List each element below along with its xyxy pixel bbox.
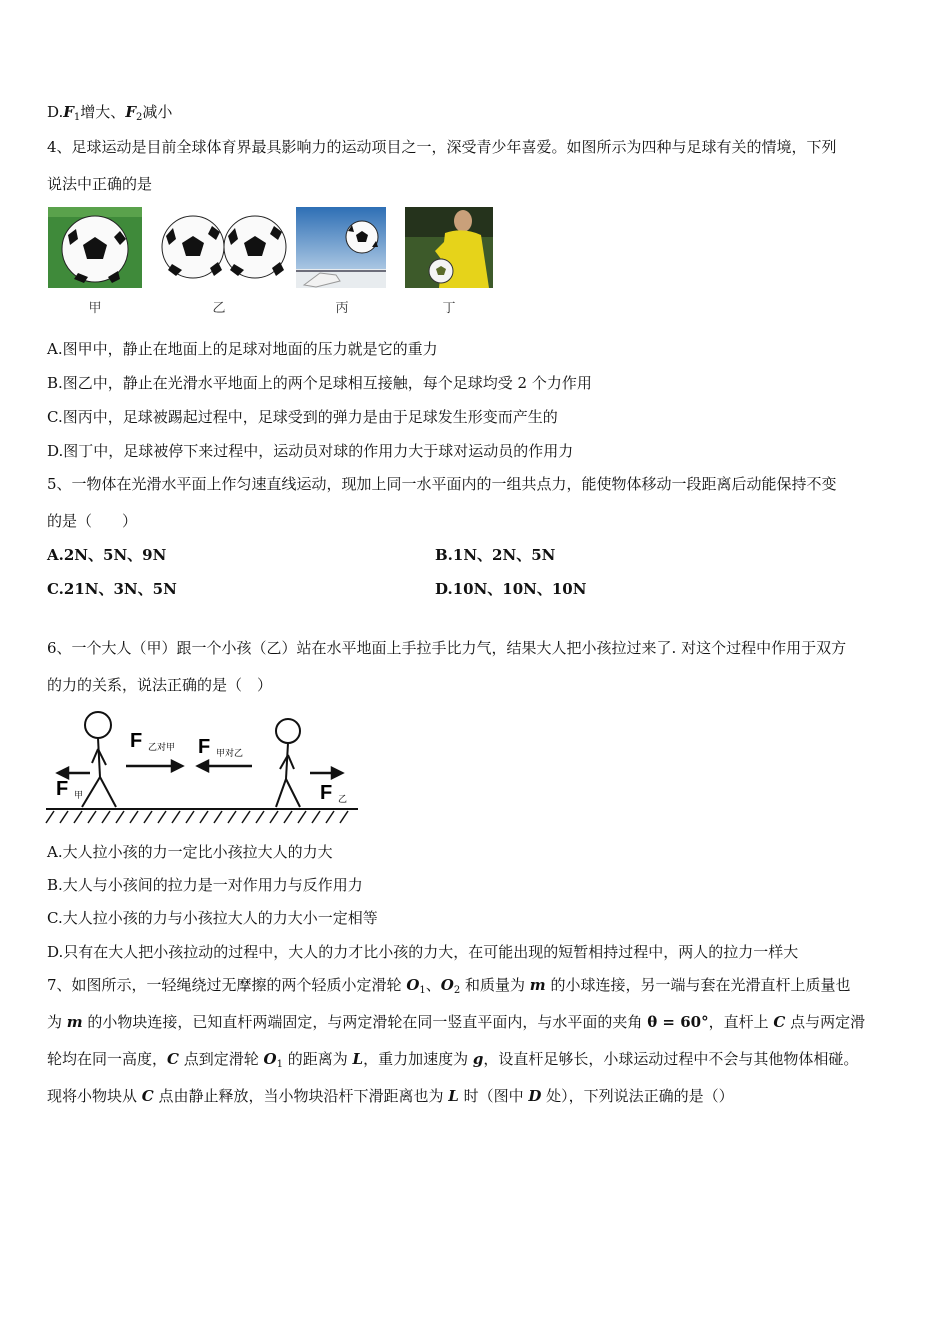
soccer-ball-icon	[429, 259, 453, 283]
q6-option-d: D.只有在大人把小孩拉动的过程中，大人的力才比小孩的力大，在可能出现的短暂相持过程中，两人的拉力一样大	[47, 943, 799, 961]
f-label-jia: F	[56, 778, 69, 800]
option-prefix: D.	[47, 103, 64, 121]
svg-text:乙: 乙	[338, 795, 348, 805]
f1-subscript: 1	[73, 112, 81, 123]
child-figure	[276, 719, 300, 807]
f-label-yi: F	[320, 782, 333, 804]
q6-figure	[44, 705, 360, 829]
picture-jia	[48, 207, 142, 288]
q7-line4: 现将小物块从 C 点由静止释放，当小物块沿杆下滑距离也为 L 时（图中 D 处），下列说法正确的是（）	[47, 1087, 734, 1105]
q4-stem-line1: 4、足球运动是目前全球体育界最具影响力的运动项目之一，深受青少年喜爱。如图所示为四种与足球有关的情境，下列	[47, 138, 837, 156]
q4-stem-line2: 说法中正确的是	[47, 175, 153, 193]
f2-symbol: F	[125, 103, 136, 121]
f1-symbol: F	[63, 103, 74, 121]
q5-option-a: A.2N、5N、9N	[47, 546, 167, 564]
q5-stem-line1: 5、一物体在光滑水平面上作匀速直线运动，现加上同一水平面内的一组共点力，能使物体移动一段距离后动能保持不变	[47, 475, 837, 493]
svg-text:甲对乙: 甲对乙	[216, 749, 244, 759]
svg-text:甲: 甲	[74, 791, 84, 801]
q5-option-d: D.10N、10N、10N	[435, 580, 587, 598]
q6-option-a: A.大人拉小孩的力一定比小孩拉大人的力大	[47, 843, 333, 861]
q6-stem-line2: 的力的关系，说法正确的是（ ）	[47, 676, 273, 694]
picture-bing	[296, 207, 386, 288]
q7-line1: 7、如图所示，一轻绳绕过无摩擦的两个轻质小定滑轮 $O_1$、$O_2$ 和质量为 m 的小球连接，另一端与套在光滑直杆上质量也	[47, 976, 851, 996]
ground-hatching	[46, 811, 348, 823]
picture-ding	[405, 207, 493, 288]
q3-option-d	[47, 102, 172, 128]
q6-option-b: B.大人与小孩间的拉力是一对作用力与反作用力	[47, 876, 363, 894]
svg-text:乙对甲: 乙对甲	[148, 743, 176, 753]
text: 增大、	[80, 103, 126, 121]
q6-stem-line1: 6、一个大人（甲）跟一个小孩（乙）站在水平地面上手拉手比力气，结果大人把小孩拉过来了. 对这个过程中作用于双方	[47, 639, 847, 657]
text: 减小	[142, 103, 173, 121]
f-label-jia-dui-yi: F	[198, 736, 211, 758]
q4-option-c: C.图丙中，足球被踢起过程中，足球受到的弹力是由于足球发生形变而产生的	[47, 408, 558, 426]
soccer-ball-icon	[162, 216, 224, 278]
q4-option-b: B.图乙中，静止在光滑水平地面上的两个足球相互接触，每个足球均受 2 个力作用	[47, 374, 592, 392]
q7-line2: 为 m 的小物块连接，已知直杆两端固定，与两定滑轮在同一竖直平面内，与水平面的夹角 θ = 60°，直杆上 C 点与两定滑	[47, 1013, 866, 1031]
caption-jia: 甲	[88, 301, 102, 316]
adult-figure	[82, 712, 116, 807]
q4-option-d: D.图丁中，足球被停下来过程中，运动员对球的作用力大于球对运动员的作用力	[47, 442, 574, 460]
caption-bing: 丙	[335, 301, 349, 316]
q4-option-a: A.图甲中，静止在地面上的足球对地面的压力就是它的重力	[47, 340, 438, 358]
soccer-ball-icon	[62, 216, 128, 283]
q7-line3: 轮均在同一高度，C 点到定滑轮 $O_1$ 的距离为 L，重力加速度为 g，设直杆足够长，小球运动过程中不会与其他物体相碰。	[47, 1050, 859, 1070]
f2-subscript: 2	[135, 112, 143, 123]
q5-option-c: C.21N、3N、5N	[47, 580, 177, 598]
soccer-ball-icon	[224, 216, 286, 278]
q5-option-b: B.1N、2N、5N	[435, 546, 556, 564]
q6-option-c: C.大人拉小孩的力与小孩拉大人的力大小一定相等	[47, 909, 378, 927]
picture-yi	[160, 212, 290, 282]
f-label-yi-dui-jia: F	[130, 730, 143, 752]
soccer-ball-icon	[346, 221, 378, 253]
caption-yi: 乙	[212, 301, 226, 316]
caption-ding: 丁	[442, 301, 456, 316]
q5-stem-line2: 的是（ ）	[47, 512, 138, 530]
